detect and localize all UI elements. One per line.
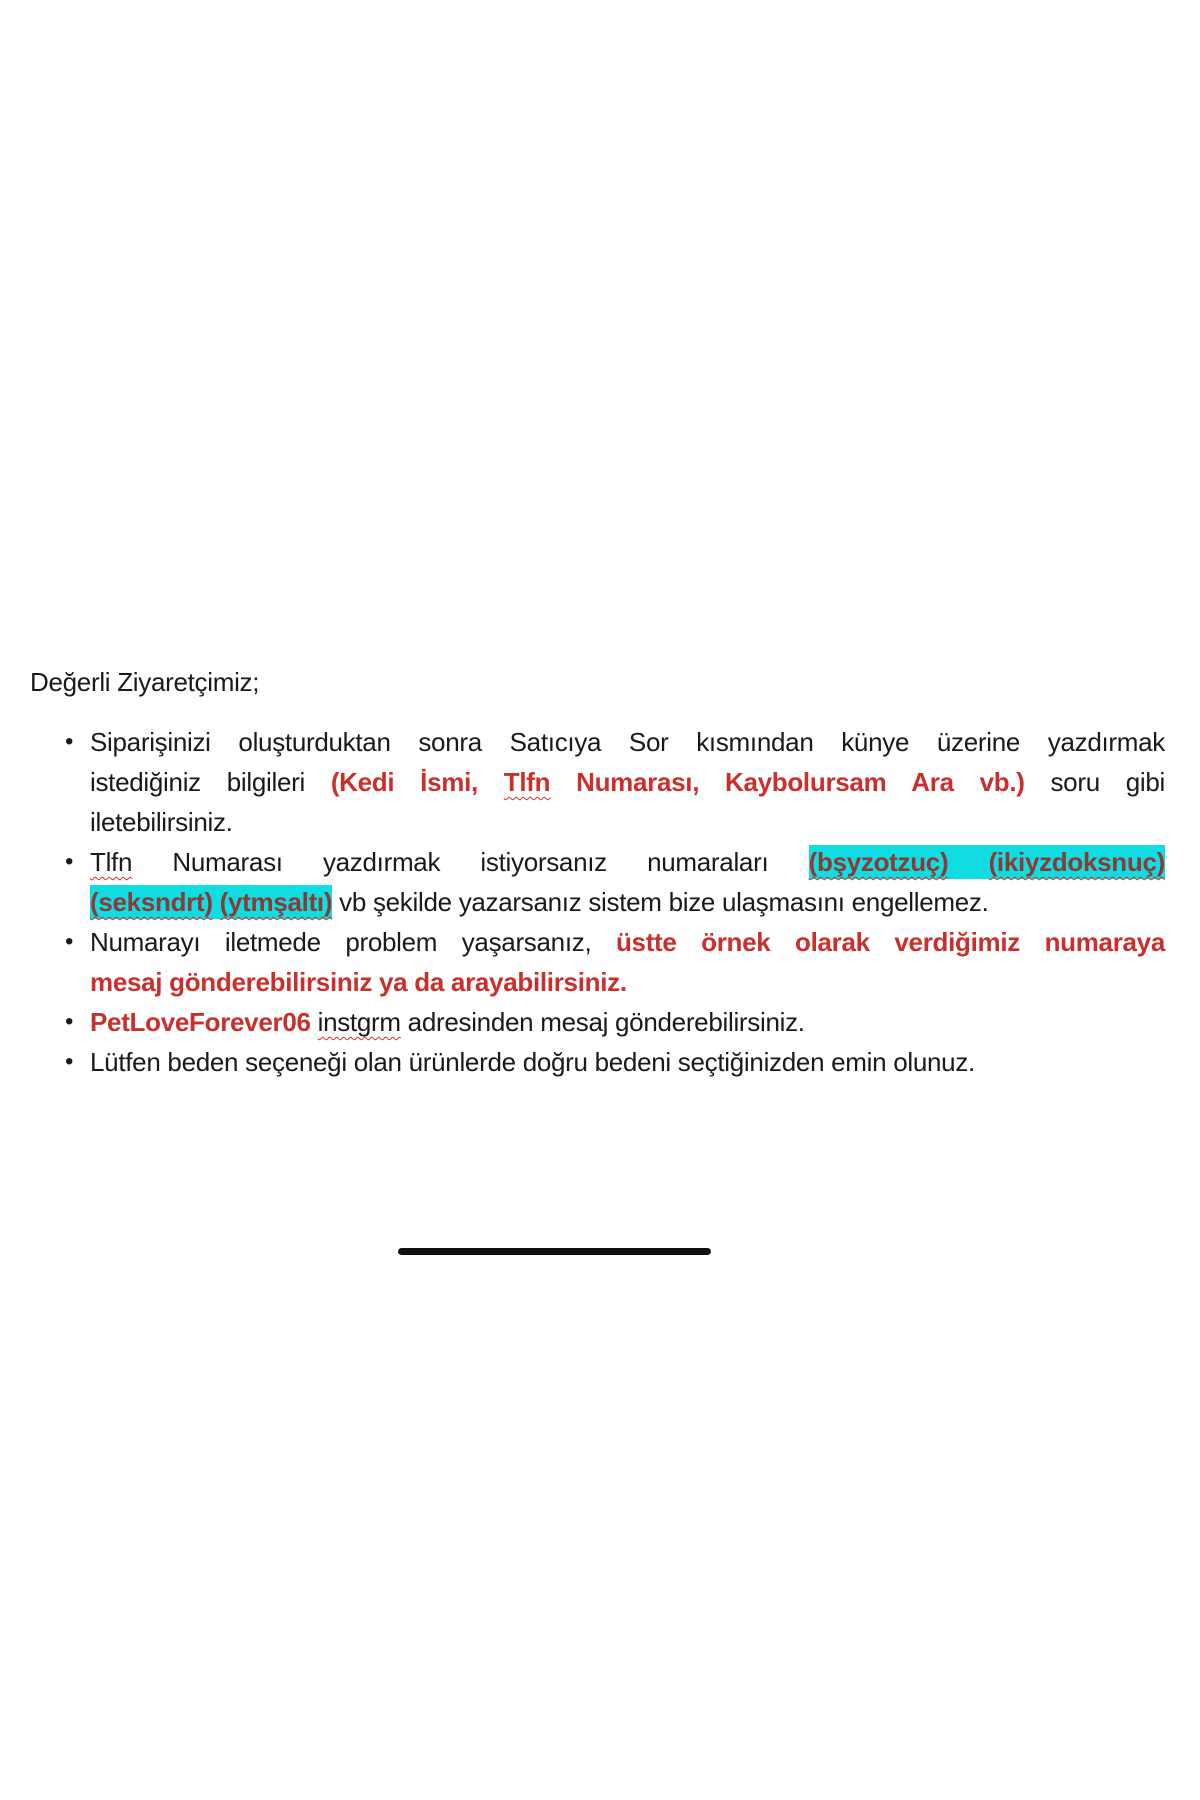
bullet-content bbox=[90, 722, 1165, 842]
text-segment: Siparişinizi oluşturduktan sonra Satıcıya Sor kısmından künye üzerine yazdırmak bbox=[90, 727, 1165, 757]
text-segment: Numarayı iletmede problem yaşarsanız, bbox=[90, 927, 616, 957]
text-segment: üstte örnek olarak verdiğimiz numaraya bbox=[615, 927, 1166, 957]
text-segment: PetLoveForever06 bbox=[90, 1007, 311, 1037]
text-segment bbox=[311, 1007, 318, 1037]
highlighted-text: (ikiyzdoksnuç) bbox=[988, 847, 1165, 877]
bullet-content bbox=[90, 1042, 1165, 1082]
text-segment: Numarası yazdırmak istiyorsanız numaraları bbox=[132, 847, 809, 877]
bullet-line bbox=[90, 802, 1165, 842]
highlighted-text: (bşyzotzuç) bbox=[808, 847, 949, 877]
text-segment: Tlfn bbox=[503, 767, 551, 797]
bullet-line bbox=[90, 1042, 1165, 1082]
text-segment: Tlfn bbox=[90, 847, 133, 877]
bullet-marker: • bbox=[65, 848, 74, 875]
divider-line bbox=[398, 1248, 711, 1255]
text-segment: Lütfen beden seçeneği olan ürünlerde doğru bedeni seçtiğinizden emin olunuz. bbox=[90, 1047, 975, 1077]
bullet-content bbox=[90, 842, 1165, 922]
bullet-line bbox=[90, 842, 1165, 882]
bullet-item bbox=[65, 922, 1165, 1002]
text-segment: Numarası, Kaybolursam Ara vb.) bbox=[550, 767, 1025, 797]
text-segment: (Kedi İsmi, bbox=[330, 767, 504, 797]
bullet-line bbox=[90, 722, 1165, 762]
bullet-line bbox=[90, 922, 1165, 962]
bullet-marker: • bbox=[65, 1008, 74, 1035]
bullet-marker: • bbox=[65, 728, 74, 755]
bullet-list bbox=[30, 722, 1165, 1082]
bullet-line bbox=[90, 962, 1165, 1002]
bullet-marker: • bbox=[65, 1048, 74, 1075]
text-segment: vb şekilde yazarsanız sistem bize ulaşmasını engellemez. bbox=[332, 887, 989, 917]
highlighted-text bbox=[213, 885, 220, 919]
bullet-item bbox=[65, 1002, 1165, 1042]
bullet-content bbox=[90, 922, 1165, 1002]
bullet-content bbox=[90, 1002, 1165, 1042]
bullet-marker: • bbox=[65, 928, 74, 955]
bullet-line bbox=[90, 762, 1165, 802]
text-segment: iletebilirsiniz. bbox=[90, 807, 233, 837]
highlighted-text bbox=[948, 845, 988, 879]
text-segment: soru gibi bbox=[1024, 767, 1165, 797]
text-segment: adresinden mesaj gönderebilirsiniz. bbox=[400, 1007, 805, 1037]
greeting-heading: Değerli Ziyaretçimiz; bbox=[30, 667, 260, 697]
bullet-item bbox=[65, 1042, 1165, 1082]
text-segment: instgrm bbox=[317, 1007, 401, 1037]
bullet-item bbox=[65, 842, 1165, 922]
bullet-line bbox=[90, 882, 1165, 922]
highlighted-text: (ytmşaltı) bbox=[219, 887, 333, 917]
highlighted-text: (seksndrt) bbox=[90, 887, 213, 917]
text-segment: mesaj gönderebilirsiniz ya da arayabilirsiniz. bbox=[90, 967, 627, 997]
bullet-line bbox=[90, 1002, 1165, 1042]
text-segment: istediğiniz bilgileri bbox=[90, 767, 331, 797]
bullet-item bbox=[65, 722, 1165, 842]
